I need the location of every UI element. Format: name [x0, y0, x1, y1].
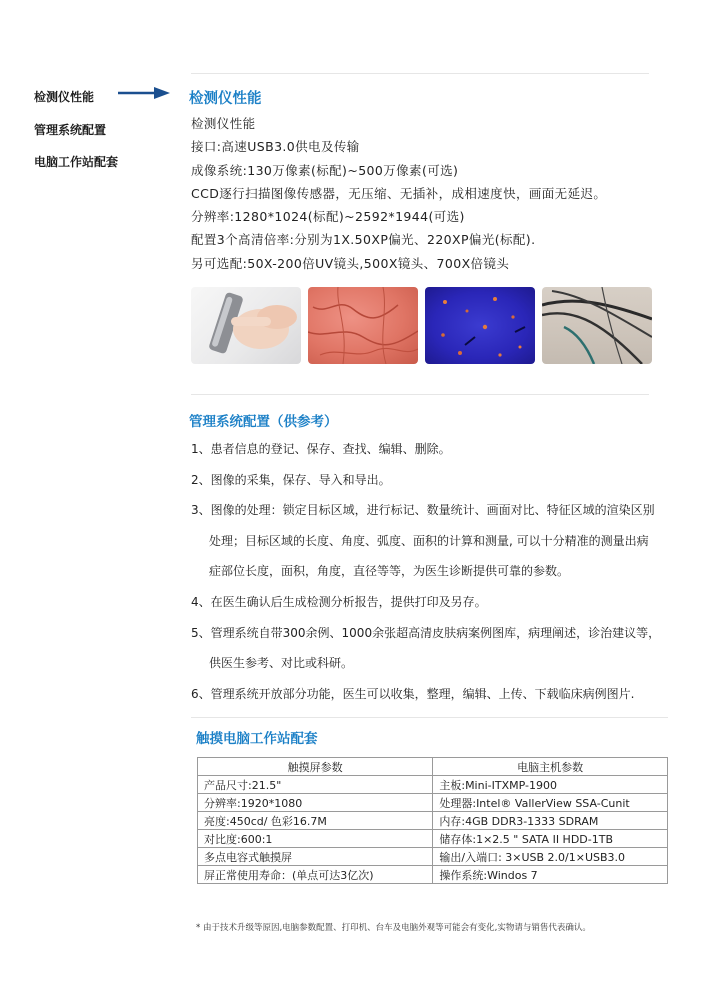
- workstation-spec-table: [197, 757, 668, 884]
- list-item: 5、管理系统自带300余例、1000余张超高清皮肤病案例图库，病理阐述，诊治建议等，: [191, 625, 661, 640]
- footnote: * 由于技术升级等原因,电脑参数配置、打印机、台车及电脑外观等可能会有变化,实物请与销售代表确认。: [196, 923, 591, 933]
- table-row: [198, 830, 668, 848]
- section3-title: 触摸电脑工作站配套: [196, 731, 318, 747]
- section3-divider: [191, 717, 668, 718]
- section1-title: 检测仪性能: [189, 91, 262, 107]
- table-cell: 输出/入端口: 3×USB 2.0/1×USB3.0: [433, 848, 668, 866]
- table-header: 触摸屏参数: [198, 758, 433, 776]
- table-cell: 内存:4GB DDR3-1333 SDRAM: [433, 812, 668, 830]
- list-item: 处理；目标区域的长度、角度、弧度、面积的计算和测量, 可以十分精准的测量出病: [209, 533, 649, 548]
- spec-line: 检测仪性能: [191, 116, 256, 131]
- table-cell: 产品尺寸:21.5": [198, 776, 433, 794]
- table-cell: 分辨率:1920*1080: [198, 794, 433, 812]
- arrow-right-icon: [118, 86, 170, 100]
- spec-line: CCD逐行扫描图像传感器，无压缩、无插补，成相速度快，画面无延迟。: [191, 185, 607, 201]
- table-cell: 主板:Mini-ITXMP-1900: [433, 776, 668, 794]
- list-item: 1、患者信息的登记、保存、查找、编辑、删除。: [191, 442, 451, 456]
- table-cell: 亮度:450cd/ 色彩16.7M: [198, 812, 433, 830]
- table-cell: 处理器:Intel® VallerView SSA-Cunit: [433, 794, 668, 812]
- sidebar-item-performance[interactable]: 检测仪性能: [34, 90, 95, 104]
- list-item: 6、管理系统开放部分功能，医生可以收集，整理，编辑、上传、下载临床病例图片.: [191, 686, 635, 701]
- list-item: 供医生参考、对比或科研。: [209, 656, 354, 671]
- table-header: 电脑主机参数: [433, 758, 668, 776]
- sidebar-item-workstation[interactable]: 电脑工作站配套: [34, 155, 119, 169]
- section2-divider: [191, 394, 649, 395]
- sidebar-item-management[interactable]: 管理系统配置: [34, 123, 107, 137]
- table-cell: 多点电容式触摸屏: [198, 848, 433, 866]
- table-row: [198, 776, 668, 794]
- table-cell: 操作系统:Windos 7: [433, 866, 668, 884]
- list-item: 3、图像的处理：锁定目标区域，进行标记、数量统计、画面对比、特征区域的渲染区别: [191, 503, 655, 518]
- table-cell: 对比度:600:1: [198, 830, 433, 848]
- table-cell: 储存体:1×2.5 " SATA II HDD-1TB: [433, 830, 668, 848]
- hair-sample-photo: [542, 287, 652, 364]
- table-header-row: [198, 758, 668, 776]
- table-row: [198, 812, 668, 830]
- list-item: 2、图像的采集，保存、导入和导出。: [191, 472, 391, 487]
- list-item: 症部位长度，面积，角度，直径等等，为医生诊断提供可靠的参数。: [209, 564, 570, 579]
- spec-list: [191, 112, 606, 275]
- section2-title: 管理系统配置（供参考）: [189, 414, 338, 430]
- spec-line: 配置3个高清倍率:分别为1X.50XP偏光、220XP偏光(标配).: [191, 232, 536, 248]
- skin-sample-photo: [308, 287, 418, 364]
- management-list: [191, 434, 660, 709]
- uv-sample-photo: [425, 287, 535, 364]
- top-divider: [191, 73, 649, 74]
- table-row: [198, 794, 668, 812]
- spec-line: 成像系统:130万像素(标配)~500万像素(可选): [191, 162, 459, 178]
- device-photo: [191, 287, 301, 364]
- table-row: [198, 848, 668, 866]
- spec-line: 接口:高速USB3.0供电及传输: [191, 139, 360, 155]
- spec-line: 另可选配:50X-200倍UV镜头,500X镜头、700X倍镜头: [191, 255, 510, 271]
- table-row: [198, 866, 668, 884]
- list-item: 4、在医生确认后生成检测分析报告，提供打印及另存。: [191, 594, 487, 609]
- spec-line: 分辨率:1280*1024(标配)~2592*1944(可选): [191, 209, 465, 225]
- table-cell: 屏正常使用寿命：(单点可达3亿次): [198, 866, 433, 884]
